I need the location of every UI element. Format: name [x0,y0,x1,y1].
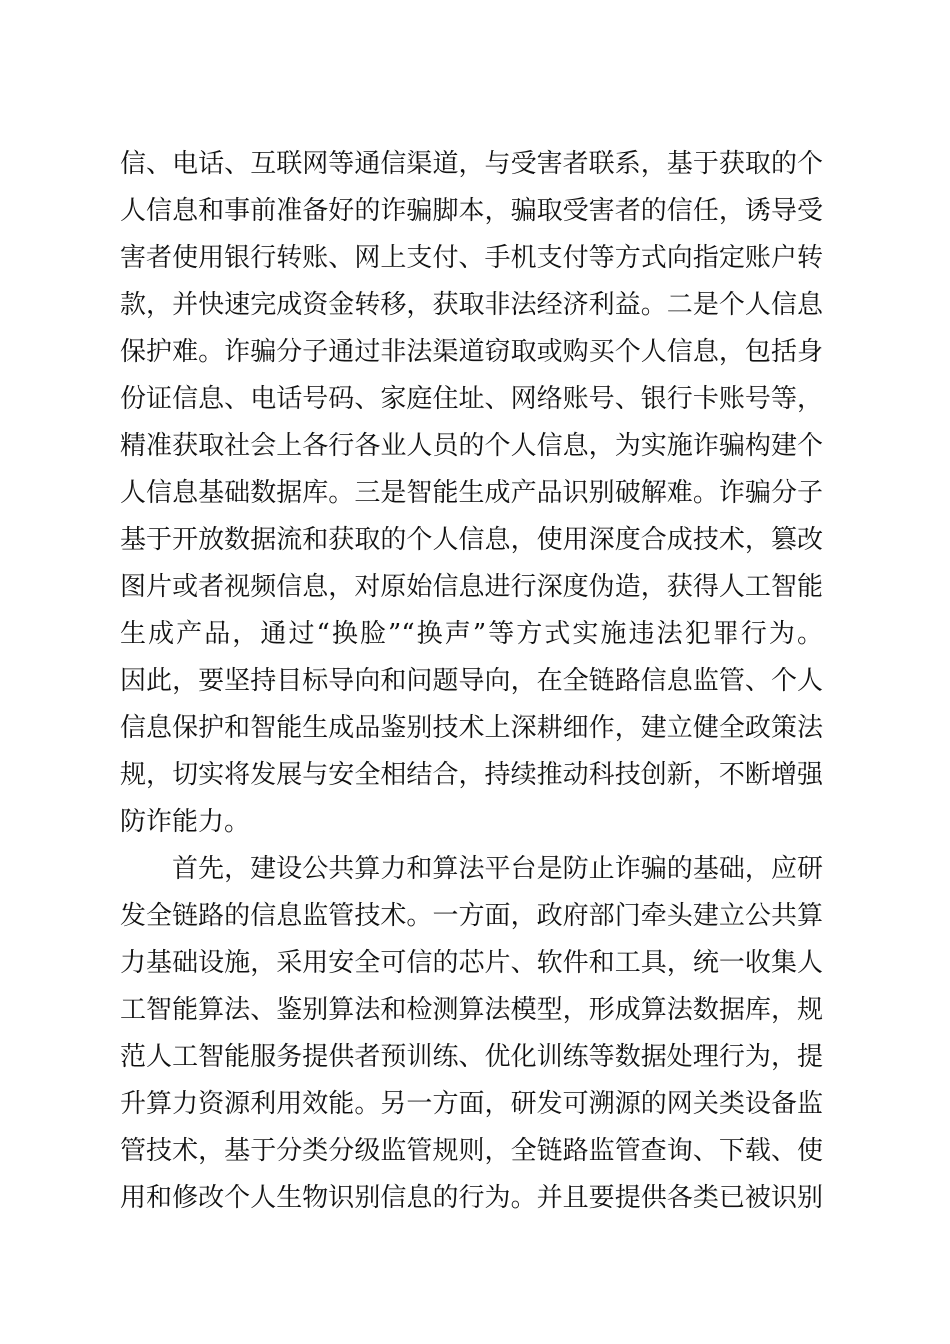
text-line: 首先，建设公共算力和算法平台是防止诈骗的基础，应研 [172,854,823,884]
text-line: 生成产品，通过“换脸”“换声”等方式实施违法犯罪行为。 [120,619,823,649]
text-line: 款，并快速完成资金转移，获取非法经济利益。二是个人信息 [120,290,823,320]
text-line: 信、电话、互联网等通信渠道，与受害者联系，基于获取的个 [120,149,823,179]
text-line: 份证信息、电话号码、家庭住址、网络账号、银行卡账号等， [120,384,823,414]
text-line: 用和修改个人生物识别信息的行为。并且要提供各类已被识别 [120,1183,823,1213]
text-line: 害者使用银行转账、网上支付、手机支付等方式向指定账户转 [120,243,823,273]
text-line: 范人工智能服务提供者预训练、优化训练等数据处理行为，提 [120,1042,823,1072]
text-line: 发全链路的信息监管技术。一方面，政府部门牵头建立公共算 [120,901,823,931]
text-line: 力基础设施，采用安全可信的芯片、软件和工具，统一收集人 [120,948,823,978]
text-line: 管技术，基于分类分级监管规则，全链路监管查询、下载、使 [120,1136,823,1166]
text-line: 人信息基础数据库。三是智能生成产品识别破解难。诈骗分子 [120,478,823,508]
text-line: 因此，要坚持目标导向和问题导向，在全链路信息监管、个人 [120,666,823,696]
text-line: 图片或者视频信息，对原始信息进行深度伪造，获得人工智能 [120,572,823,602]
text-line: 工智能算法、鉴别算法和检测算法模型，形成算法数据库，规 [120,995,823,1025]
text-line: 保护难。诈骗分子通过非法渠道窃取或购买个人信息，包括身 [120,337,823,367]
text-line: 基于开放数据流和获取的个人信息，使用深度合成技术，篡改 [120,525,823,555]
text-line: 升算力资源利用效能。另一方面，研发可溯源的网关类设备监 [120,1089,823,1119]
text-line: 防诈能力。 [120,807,251,837]
text-line: 人信息和事前准备好的诈骗脚本，骗取受害者的信任，诱导受 [120,196,823,226]
text-line: 精准获取社会上各行各业人员的个人信息，为实施诈骗构建个 [120,431,823,461]
text-line: 信息保护和智能生成品鉴别技术上深耕细作，建立健全政策法 [120,713,823,743]
text-line: 规，切实将发展与安全相结合，持续推动科技创新，不断增强 [120,760,823,790]
